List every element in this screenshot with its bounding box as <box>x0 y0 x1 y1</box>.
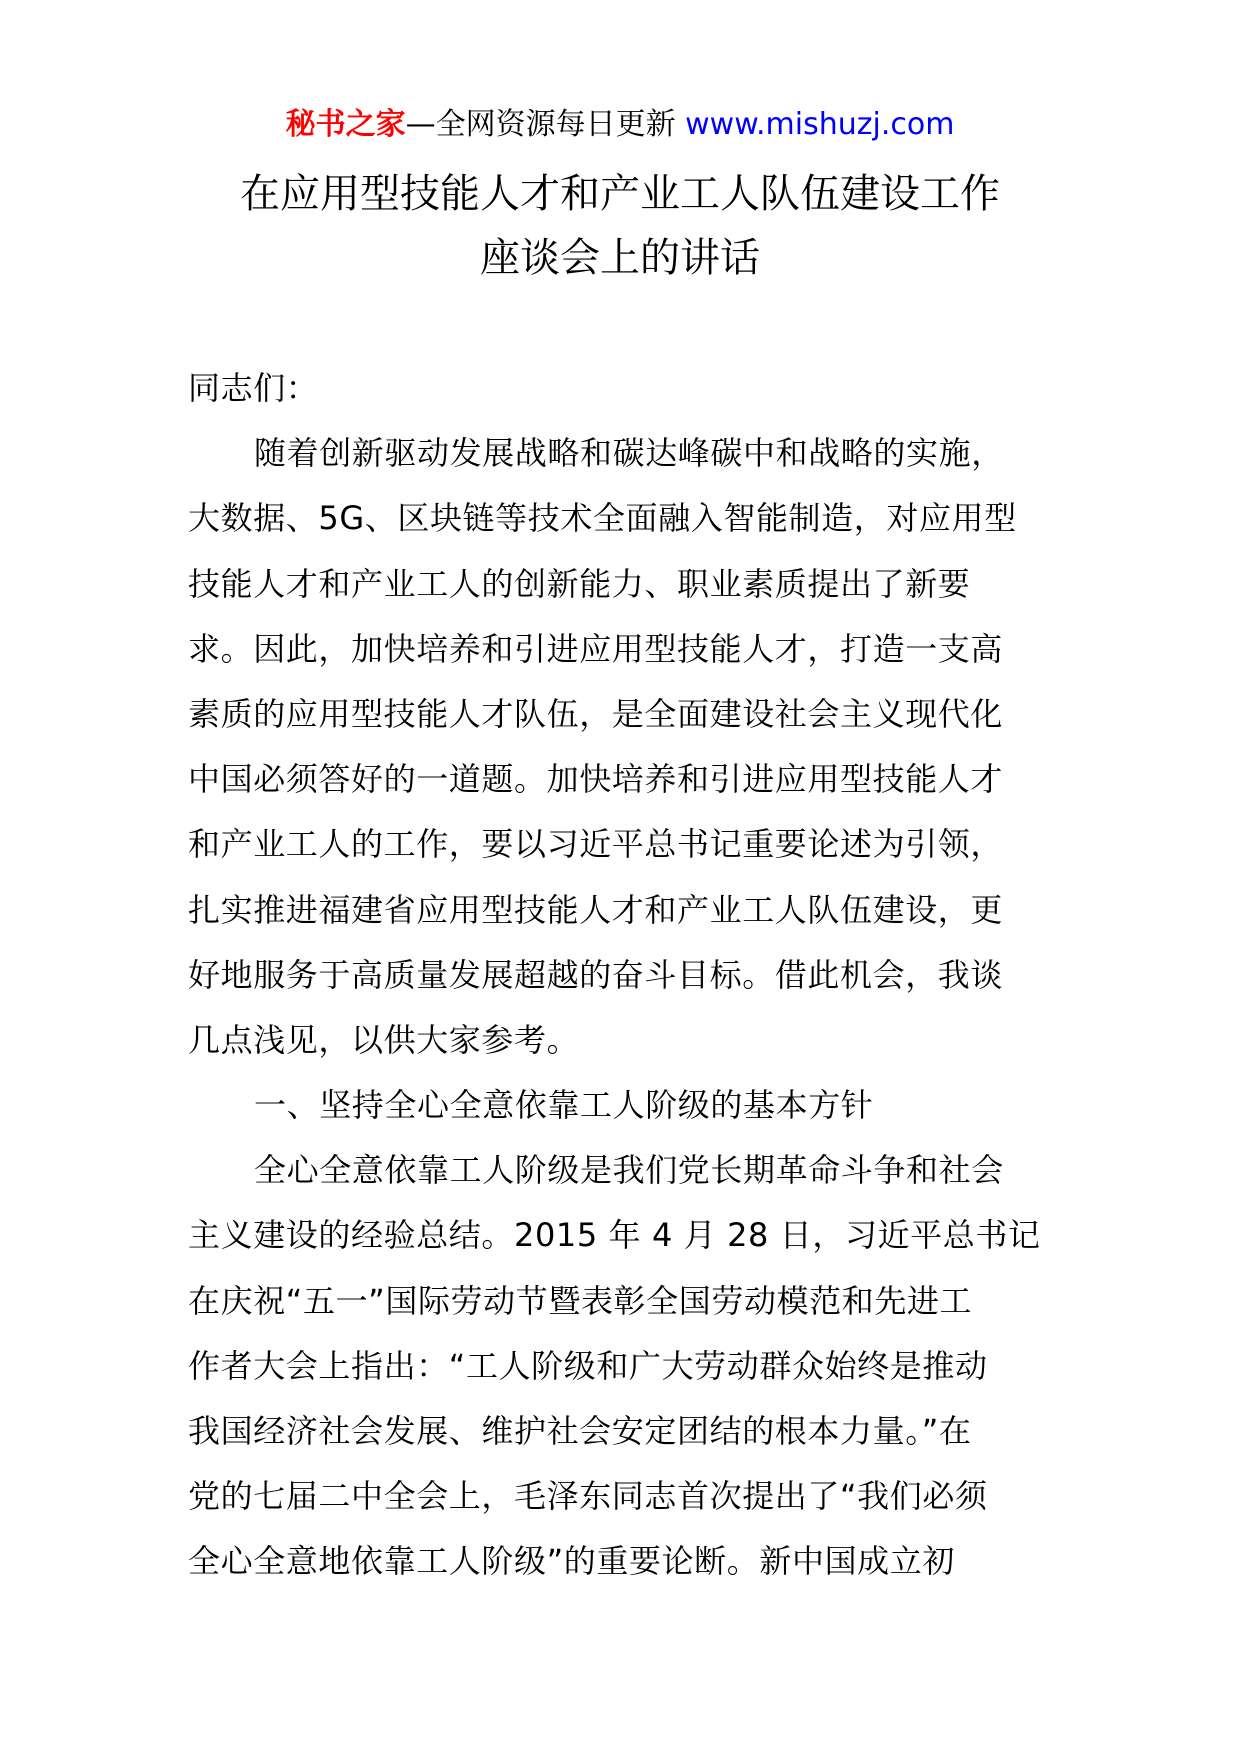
paragraph-line: 素质的应用型技能人才队伍，是全面建设社会主义现代化 <box>188 694 1004 733</box>
title-line-2: 座谈会上的讲话 <box>480 235 760 281</box>
site-header <box>0 100 1240 150</box>
document-title <box>0 162 1240 290</box>
section-heading: 一、坚持全心全意依靠工人阶级的基本方针 <box>254 1086 874 1125</box>
paragraph-line: 扎实推进福建省应用型技能人才和产业工人队伍建设，更 <box>188 890 1004 929</box>
paragraph-line: 大数据、5G、区块链等技术全面融入智能制造，对应用型 <box>188 499 1017 538</box>
salutation: 同志们： <box>188 369 319 407</box>
paragraph-line: 党的七届二中全会上，毛泽东同志首次提出了“我们必须 <box>188 1477 988 1516</box>
paragraph-line: 在庆祝“五一”国际劳动节暨表彰全国劳动模范和先进工 <box>188 1281 973 1320</box>
paragraph-line: 几点浅见，以供大家参考。 <box>188 1020 580 1059</box>
paragraph-line: 好地服务于高质量发展超越的奋斗目标。借此机会，我谈 <box>188 955 1004 994</box>
paragraph-line: 中国必须答好的一道题。加快培养和引进应用型技能人才 <box>188 760 1004 799</box>
paragraph-line: 求。因此，加快培养和引进应用型技能人才，打造一支高 <box>188 629 1004 668</box>
paragraph-line: 作者大会上指出：“工人阶级和广大劳动群众始终是推动 <box>188 1346 988 1385</box>
title-line-1: 在应用型技能人才和产业工人队伍建设工作 <box>240 171 1000 217</box>
paragraph-line: 和产业工人的工作，要以习近平总书记重要论述为引领， <box>188 825 1004 864</box>
paragraph-line: 我国经济社会发展、维护社会安定团结的根本力量。”在 <box>188 1412 972 1450</box>
paragraph-line: 主义建设的经验总结。2015 年 4 月 28 日，习近平总书记 <box>188 1216 1041 1255</box>
paragraph-line: 随着创新驱动发展战略和碳达峰碳中和战略的实施， <box>254 434 1004 473</box>
site-slogan: —全网资源每日更新 <box>405 107 686 142</box>
paragraph-line: 全心全意依靠工人阶级是我们党长期革命斗争和社会 <box>254 1151 1004 1190</box>
site-brand: 秘书之家 <box>285 107 406 142</box>
paragraph-line: 全心全意地依靠工人阶级”的重要论断。新中国成立初 <box>188 1542 955 1581</box>
paragraph-line: 技能人才和产业工人的创新能力、职业素质提出了新要 <box>188 564 971 603</box>
document-body <box>188 356 1056 1595</box>
site-url-link[interactable]: www.mishuzj.com <box>685 107 955 142</box>
